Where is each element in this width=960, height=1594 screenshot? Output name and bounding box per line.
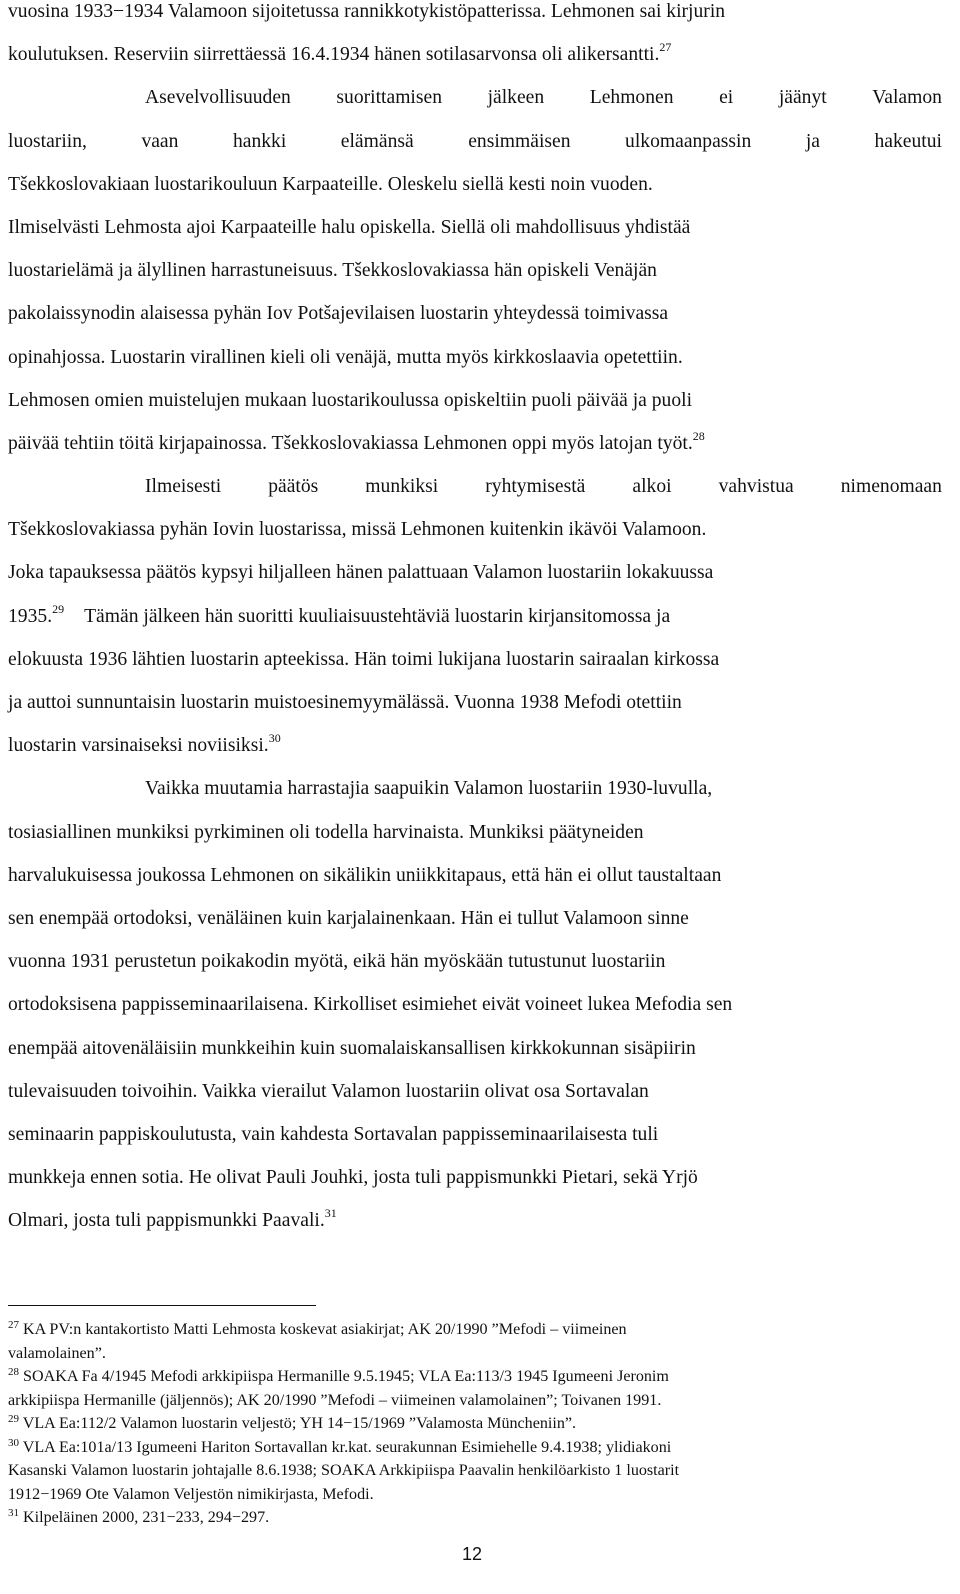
footnote-number: 27 <box>8 1319 19 1331</box>
footnote-line: $^{31}$ Kilpeläinen 2000, 231−233, 294−297. <box>8 1507 270 1526</box>
paragraph-line: Lehmosen omien muistelujen mukaan luostarikoulussa opiskeltiin puoli päivää ja puoli <box>8 389 693 411</box>
footnote-number: 29 <box>8 1413 19 1425</box>
footnote-line: valamolainen”. <box>8 1344 106 1362</box>
paragraph-line: Tšekkoslovakiassa pyhän Iovin luostarissa, missä Lehmonen kuitenkin ikävöi Valamoon. <box>8 519 707 541</box>
paragraph-line: elokuusta 1936 lähtien luostarin apteekissa. Hän toimi lukijana luostarin sairaalan kirkossa <box>8 648 720 670</box>
footnote-line: arkkipiispa Hermanille (jäljennös); AK 20/1990 ”Mefodi – viimeinen valamolainen”; Toivanen 1991. <box>8 1391 662 1409</box>
paragraph-line: tosiasiallinen munkiksi pyrkiminen oli todella harvinaista. Munkiksi päätyneiden <box>8 821 644 843</box>
footnotes <box>8 1318 942 1530</box>
footnote-line: $^{28}$ SOAKA Fa 4/1945 Mefodi arkkipiispa Hermanille 9.5.1945; VLA Ea:113/3 1945 Igumeeni Jeronim <box>8 1366 669 1385</box>
paragraph-line: Tšekkoslovakiaan luostarikouluun Karpaateille. Oleskelu siellä kesti noin vuoden. <box>8 173 653 195</box>
paragraph-line: Ilmeisesti päätös munkiksi ryhtymisestä alkoi vahvistua nimenomaan <box>145 476 942 498</box>
paragraph-line: luostariin, vaan hankki elämänsä ensimmäisen ulkomaanpassin ja hakeutui <box>8 130 942 152</box>
paragraph-line: sen enempää ortodoksi, venäläinen kuin karjalainenkaan. Hän ei tullut Valamoon sinne <box>8 907 689 929</box>
footnote-number: 31 <box>8 1507 19 1519</box>
footnote-line: Kasanski Valamon luostarin johtajalle 8.6.1938; SOAKA Arkkipiispa Paavalin henkilöarkisto 1 luostarit <box>8 1462 680 1479</box>
paragraph-line: seminaarin pappiskoulutusta, vain kahdesta Sortavalan pappisseminaarilaisesta tuli <box>8 1123 659 1145</box>
paragraph-line: Olmari, josta tuli pappismunkki Paavali.$^{31}$ <box>8 1206 337 1232</box>
paragraph-line: luostarin varsinaiseksi noviisiksi.$^{30}$ <box>8 731 281 757</box>
footnote-line: $^{30}$ VLA Ea:101a/13 Igumeeni Hariton Sortavallan kr.kat. seurakunnan Esimiehelle 9.4.1938; ylidiakoni <box>8 1436 672 1456</box>
footnote-number: 30 <box>8 1436 19 1449</box>
footnote-line: $^{27}$ KA PV:n kantakortisto Matti Lehmosta koskevat asiakirjat; AK 20/1990 ”Mefodi – viimeinen <box>8 1319 627 1338</box>
paragraph-line: 1935.29 Tämän jälkeen hän suoritti kuuliaisuustehtäviä luostarin kirjansitomossa ja <box>8 601 671 627</box>
footnote-ref: 28 <box>692 428 705 443</box>
paragraph-line: opinahjossa. Luostarin virallinen kieli oli venäjä, mutta myös kirkkoslaavia opetettiin. <box>8 346 683 368</box>
footnote-line: 1912−1969 Ote Valamon Veljestön nimikirjasta, Mefodi. <box>8 1485 374 1503</box>
footnote-ref: 30 <box>268 731 281 746</box>
paragraph-line: koulutuksen. Reserviin siirrettäessä 16.4.1934 hänen sotilasarvonsa oli alikersantti.$^{27}$ <box>8 40 672 66</box>
footnote-ref: 31 <box>324 1206 337 1221</box>
paragraph-line: päivää tehtiin töitä kirjapainossa. Tšekkoslovakiassa Lehmonen oppi myös latojan työt.$^{28}$ <box>8 428 705 454</box>
footnote-number: 28 <box>8 1366 19 1378</box>
footnote-ref: 29 <box>52 601 65 616</box>
paragraph-line: vuonna 1931 perustetun poikakodin myötä, eikä hän myöskään tutustunut luostariin <box>8 951 666 973</box>
paragraph-line: Ilmiselvästi Lehmosta ajoi Karpaateille halu opiskella. Siellä oli mahdollisuus yhdistää <box>8 216 691 238</box>
paragraph-line: enempää aitovenäläisiin munkkeihin kuin suomalaiskansallisen kirkkokunnan sisäpiirin <box>8 1037 696 1059</box>
paragraph-line: vuosina 1933−1934 Valamoon sijoitetussa rannikkotykistöpatterissa. Lehmonen sai kirjurin <box>8 1 726 22</box>
paragraph-line: tulevaisuuden toivoihin. Vaikka vierailut Valamon luostariin olivat osa Sortavalan <box>8 1080 649 1102</box>
paragraph-line: luostarielämä ja älyllinen harrastuneisuus. Tšekkoslovakiassa hän opiskeli Venäjän <box>8 260 657 282</box>
paragraph-line: ja auttoi sunnuntaisin luostarin muistoesinemyymälässä. Vuonna 1938 Mefodi otettiin <box>8 692 682 713</box>
paragraph-line: Joka tapauksessa päätös kypsyi hiljalleen hänen palattuaan Valamon luostariin lokakuussa <box>8 562 714 584</box>
paragraph-line: Vaikka muutamia harrastajia saapuikin Valamon luostariin 1930-luvulla, <box>145 778 713 800</box>
footnote-separator <box>8 1305 316 1306</box>
paragraph-line: pakolaissynodin alaisessa pyhän Iov Potšajevilaisen luostarin yhteydessä toimivassa <box>8 303 669 325</box>
body-text <box>8 0 942 1242</box>
footnote-ref: 27 <box>659 40 672 55</box>
paragraph-line: ortodoksisena pappisseminaarilaisena. Kirkolliset esimiehet eivät voineet lukea Mefodia sen <box>8 994 733 1016</box>
paragraph-line: harvalukuisessa joukossa Lehmonen on sikälikin uniikkitapaus, että hän ei ollut taustaltaan <box>8 864 722 886</box>
page-number: 12 <box>461 1544 483 1564</box>
paragraph-line: Asevelvollisuuden suorittamisen jälkeen Lehmonen ei jäänyt Valamon <box>145 87 942 109</box>
footnote-line: $^{29}$ VLA Ea:112/2 Valamon luostarin veljestö; YH 14−15/1969 ”Valamosta Müncheniin”. <box>8 1413 577 1432</box>
paragraph-line: munkkeja ennen sotia. He olivat Pauli Jouhki, josta tuli pappismunkki Pietari, sekä Yrjö <box>8 1167 698 1189</box>
